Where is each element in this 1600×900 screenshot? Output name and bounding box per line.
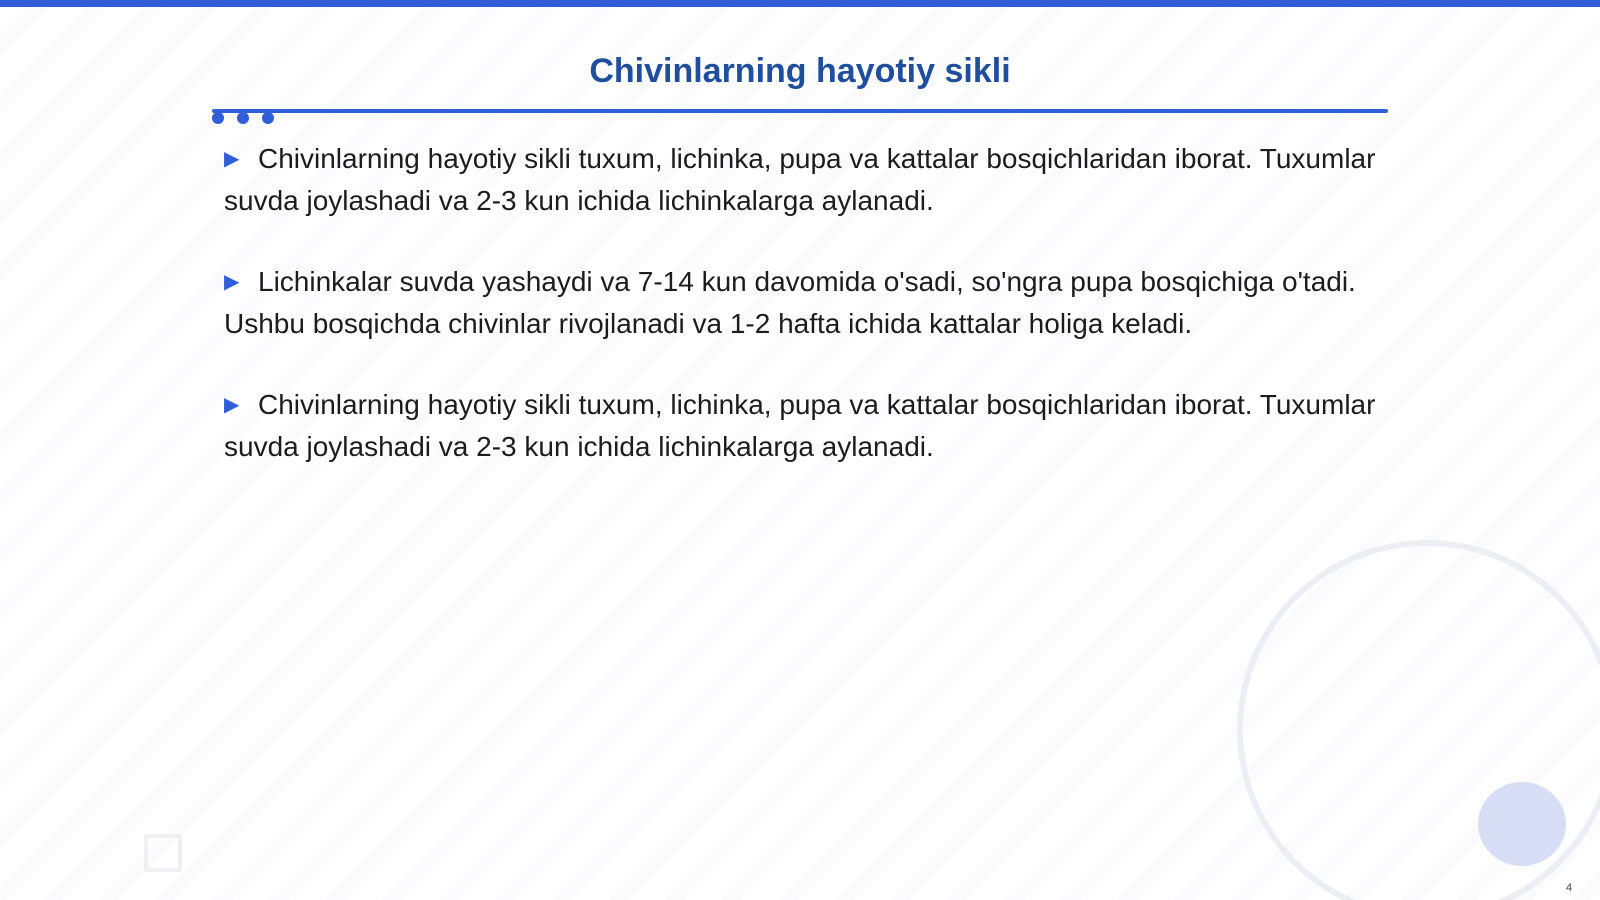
decorative-dot	[212, 112, 224, 124]
bullet-item	[224, 261, 1394, 344]
triangle-bullet-icon: ▶	[224, 271, 240, 293]
page-number: 4	[1566, 882, 1573, 894]
bullet-item	[224, 384, 1394, 467]
decorative-dot	[237, 112, 249, 124]
bullet-list	[224, 138, 1394, 507]
bullet-text: Chivinlarning hayotiy sikli tuxum, lichinka, pupa va kattalar bosqichlaridan iborat. Tuxumlar suvda joylashadi va 2-3 kun ichida lichinkalarga aylanadi.	[224, 389, 1376, 462]
decorative-dots	[212, 112, 282, 126]
triangle-bullet-icon: ▶	[224, 148, 240, 170]
decorative-circle	[1478, 782, 1566, 866]
top-accent-bar	[0, 0, 1600, 7]
bullet-text: Lichinkalar suvda yashaydi va 7-14 kun davomida o'sadi, so'ngra pupa bosqichiga o'tadi. Ushbu bosqichda chivinlar rivojlanadi va 1-2 hafta ichida kattalar holiga keladi.	[224, 266, 1356, 339]
bullet-item	[224, 138, 1394, 221]
decorative-square	[144, 834, 182, 872]
decorative-dot	[262, 112, 274, 124]
triangle-bullet-icon: ▶	[224, 394, 240, 416]
bullet-text: Chivinlarning hayotiy sikli tuxum, lichinka, pupa va kattalar bosqichlaridan iborat. Tuxumlar suvda joylashadi va 2-3 kun ichida lichinkalarga aylanadi.	[224, 143, 1376, 216]
title-underline	[212, 109, 1388, 113]
slide-title: Chivinlarning hayotiy sikli	[589, 52, 1011, 90]
